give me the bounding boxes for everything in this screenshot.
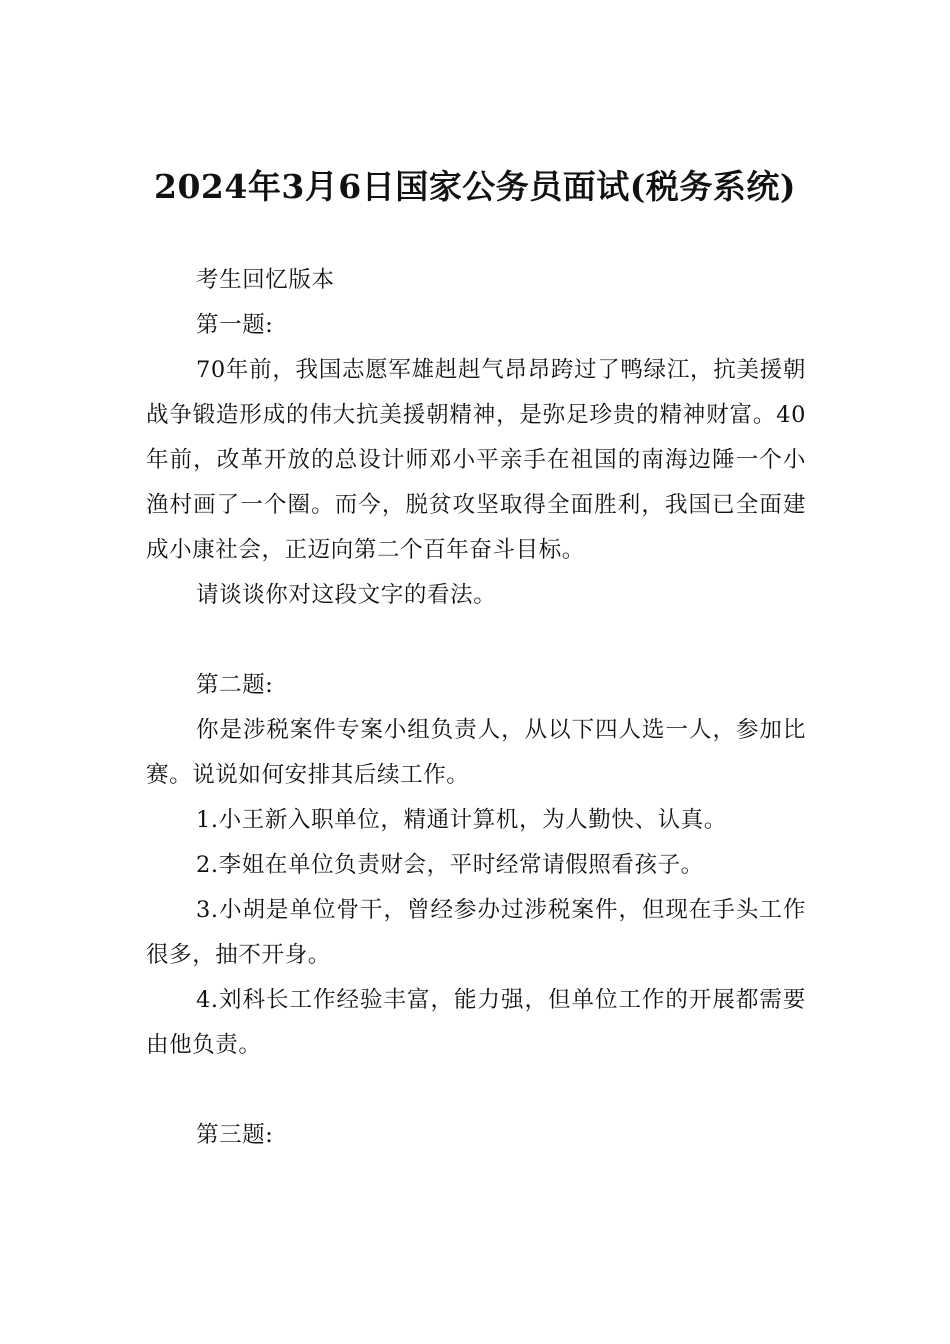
question-2-body: 你是涉税案件专案小组负责人，从以下四人选一人，参加比赛。说说如何安排其后续工作。 (146, 717, 806, 788)
document-body (146, 258, 806, 1158)
question-1-prompt: 请谈谈你对这段文字的看法。 (196, 582, 497, 608)
question-1-body: 70年前，我国志愿军雄赳赳气昂昂跨过了鸭绿江，抗美援朝战争锻造形成的伟大抗美援朝精神，是弥足珍贵的精神财富。40年前，改革开放的总设计师邓小平亲手在祖国的南海边陲一个小渔村画了一个圈。而今，脱贫攻坚取得全面胜利，我国已全面建成小康社会，正迈向第二个百年奋斗目标。 (146, 357, 806, 563)
paragraph-spacer (146, 618, 806, 663)
question-2-option-3: 3.小胡是单位骨干，曾经参办过涉税案件，但现在手头工作很多，抽不开身。 (146, 897, 806, 968)
question-1-heading: 第一题: (196, 312, 274, 338)
question-3-heading: 第三题: (196, 1122, 274, 1148)
question-2-option-4: 4.刘科长工作经验丰富，能力强，但单位工作的开展都需要由他负责。 (146, 987, 806, 1058)
question-2-option-2: 2.李姐在单位负责财会，平时经常请假照看孩子。 (196, 852, 704, 878)
question-2-heading: 第二题: (196, 672, 274, 698)
document-title: 2024年3月6日国家公务员面试(税务系统) (154, 167, 796, 206)
question-2-option-1: 1.小王新入职单位，精通计算机，为人勤快、认真。 (196, 807, 727, 833)
paragraph-spacer (146, 1068, 806, 1113)
version-note: 考生回忆版本 (196, 267, 335, 293)
